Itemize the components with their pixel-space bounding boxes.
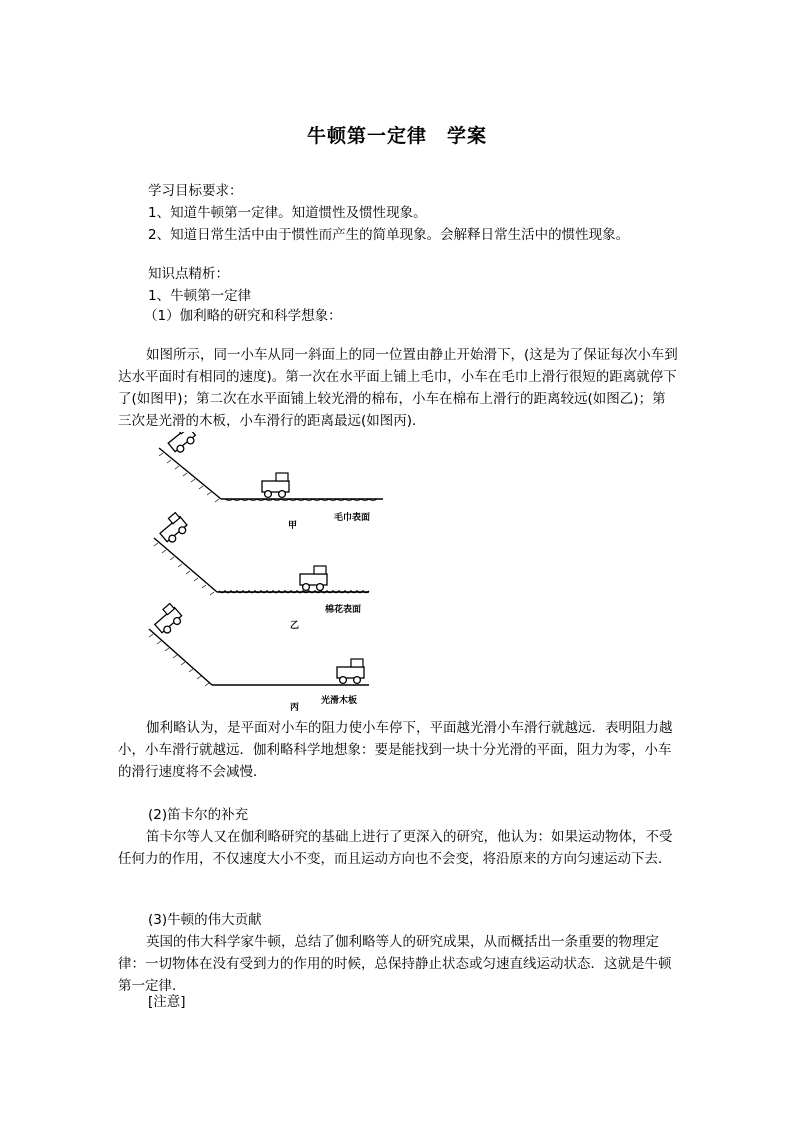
surface-label-board: 光滑木板 <box>321 696 358 706</box>
figure-panel-cotton <box>154 512 369 631</box>
page-title: 牛顿第一定律 学案 <box>306 125 487 147</box>
caption-yi: 乙 <box>290 621 300 631</box>
subsection-newton: (3)牛顿的伟大贡献 <box>148 912 262 928</box>
inclined-plane-figure <box>145 432 385 712</box>
figure-panel-towel <box>159 432 383 531</box>
caption-jia: 甲 <box>288 521 298 531</box>
paragraph-descartes-text: 笛卡尔等人又在伽利略研究的基础上进行了更深入的研究，他认为：如果运动物体，不受任何力的作用，不仅速度大小不变，而且运动方向也不会变，将沿原来的方向匀速运动下去． <box>118 829 673 867</box>
goal-item-1: 1、知道牛顿第一定律。知道惯性及惯性现象。 <box>148 205 427 221</box>
paragraph-experiment <box>118 344 678 432</box>
paragraph-newton-text: 英国的伟大科学家牛顿，总结了伽利略等人的研究成果，从而概括出一条重要的物理定律：一切物体在没有受到力的作用的时候，总保持静止状态或匀速直线运动状态．这就是牛顿第一定律． <box>118 934 672 994</box>
goal-item-2: 2、知道日常生活中由于惯性而产生的简单现象。会解释日常生活中的惯性现象。 <box>148 227 630 243</box>
paragraph-descartes <box>118 826 678 870</box>
subsection-descartes: (2)笛卡尔的补充 <box>148 807 249 823</box>
paragraph-galileo-conclusion-text: 伽利略认为，是平面对小车的阻力使小车停下，平面越光滑小车滑行就越远．表明阻力越小，小车滑行就越远．伽利略科学地想象：要是能找到一块十分光滑的平面，阻力为零，小车的滑行速度将不会减慢． <box>118 720 673 780</box>
paragraph-galileo-conclusion <box>118 717 678 783</box>
caption-bing: 丙 <box>290 703 300 712</box>
paragraph-newton <box>118 931 678 997</box>
knowledge-heading: 知识点精析： <box>148 266 229 282</box>
paragraph-experiment-text: 如图所示，同一小车从同一斜面上的同一位置由静止开始滑下，(这是为了保证每次小车到达水平面时有相同的速度)。第一次在水平面上铺上毛巾，小车在毛巾上滑行很短的距离就停下了(如图甲)；第二次在水平面铺上较光滑的棉布，小车在棉布上滑行的距离较远(如图乙)；第三次是光滑的木板，小车滑行的距离最远(如图丙)． <box>118 347 678 429</box>
goals-heading: 学习目标要求： <box>148 183 243 199</box>
surface-label-towel: 毛巾表面 <box>334 513 371 523</box>
subsection-galileo: （1）伽利略的研究和科学想象： <box>144 308 342 324</box>
figure-panel-board <box>149 603 369 712</box>
section-1-heading: 1、牛顿第一定律 <box>148 288 252 304</box>
cart-on-slope <box>164 432 198 455</box>
cart-stopped <box>262 473 289 497</box>
note-label: [注意] <box>148 994 186 1010</box>
surface-label-cotton: 棉花表面 <box>325 605 362 615</box>
